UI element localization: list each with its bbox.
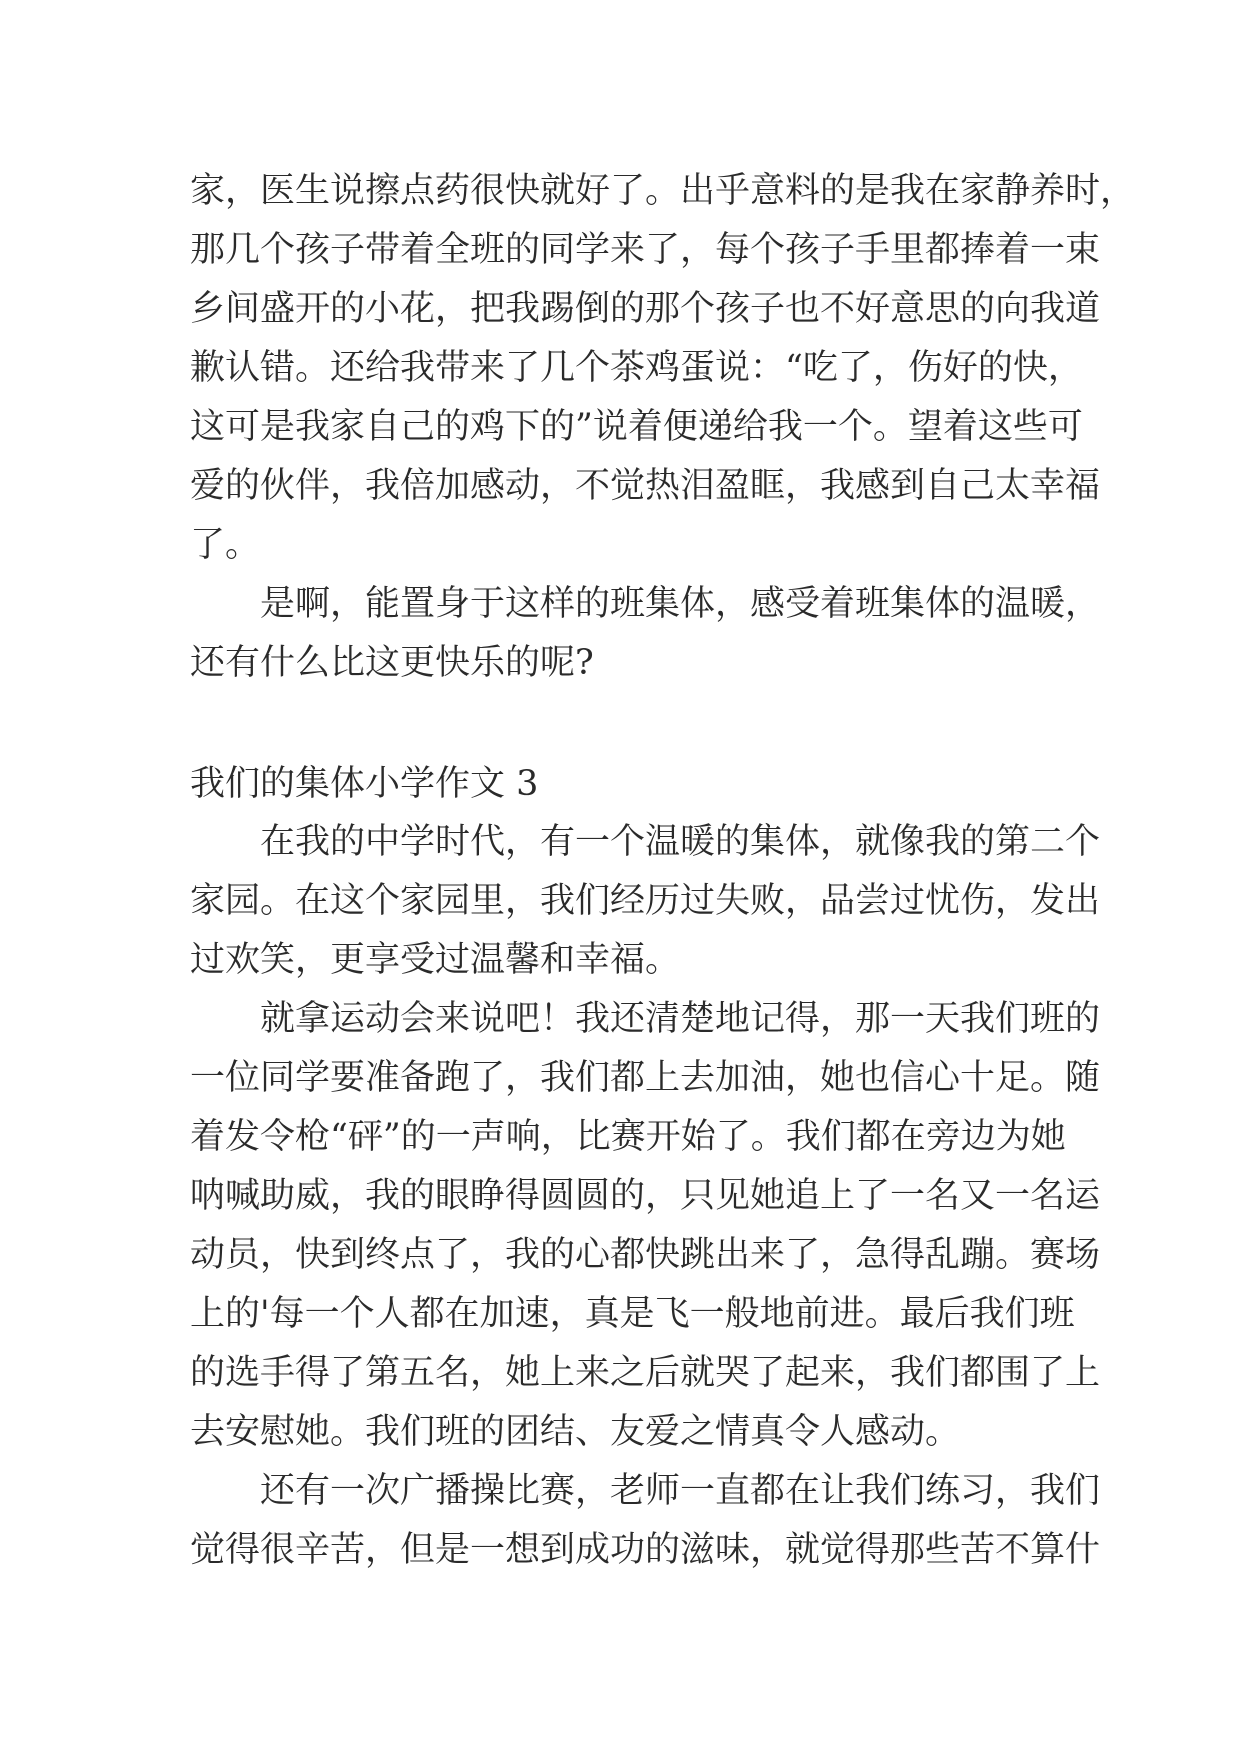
text-line: 家，医生说擦点药很快就好了。出乎意料的是我在家静养时， [190,171,1136,211]
essay-heading: 我们的集体小学作文 3 [190,764,539,804]
text-line: 上的'每一个人都在加速，真是飞一般地前进。最后我们班 [190,1294,1075,1334]
text-line: 这可是我家自己的鸡下的”说着便递给我一个。望着这些可 [190,407,1083,447]
paragraph-sports-day [190,990,1101,1462]
text-line: 过欢笑，更享受过温馨和幸福。 [190,940,681,980]
text-line: 家园。在这个家园里，我们经历过失败，品尝过忧伤，发出 [190,881,1101,921]
text-line: 一位同学要准备跑了，我们都上去加油，她也信心十足。随 [190,1058,1101,1098]
text-line: 还有什么比这更快乐的呢? [190,643,594,683]
paragraph-exercise-contest [190,1462,1101,1580]
section-gap [190,693,1070,755]
text-line: 乡间盛开的小花，把我踢倒的那个孩子也不好意思的向我道 [190,289,1101,329]
text-line: 就拿运动会来说吧！我还清楚地记得，那一天我们班的 [260,999,1101,1039]
paragraph-intro [190,813,1101,990]
text-line: 了。 [190,525,261,565]
text-line: 着发令枪“砰”的一声响，比赛开始了。我们都在旁边为她 [190,1117,1066,1157]
text-line: 呐喊助威，我的眼睁得圆圆的，只见她追上了一名又一名运 [190,1176,1101,1216]
text-line: 在我的中学时代，有一个温暖的集体，就像我的第二个 [260,822,1101,862]
text-line: 是啊，能置身于这样的班集体，感受着班集体的温暖， [260,584,1101,624]
paragraph-continuation [190,162,1136,575]
text-line: 歉认错。还给我带来了几个茶鸡蛋说：“吃了，伤好的快， [190,348,1083,388]
text-line: 爱的伙伴，我倍加感动，不觉热泪盈眶，我感到自己太幸福 [190,466,1101,506]
text-line: 的选手得了第五名，她上来之后就哭了起来，我们都围了上 [190,1353,1101,1393]
text-line: 去安慰她。我们班的团结、友爱之情真令人感动。 [190,1412,961,1452]
paragraph-conclusion [190,575,1101,693]
text-line: 那几个孩子带着全班的同学来了，每个孩子手里都捧着一束 [190,230,1101,270]
document-body [190,162,1136,1580]
text-line: 还有一次广播操比赛，老师一直都在让我们练习，我们 [260,1471,1101,1511]
text-line: 觉得很辛苦，但是一想到成功的滋味，就觉得那些苦不算什 [190,1530,1101,1570]
text-line: 动员，快到终点了，我的心都快跳出来了，急得乱蹦。赛场 [190,1235,1101,1275]
